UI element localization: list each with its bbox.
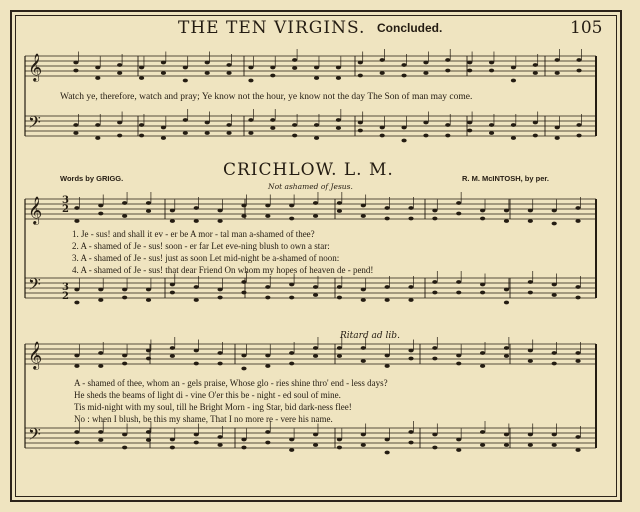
note-head [289, 362, 294, 366]
note-head [575, 448, 580, 452]
verse2-line-2: He sheds the beams of light di - vine O'er this be - night - ed soul of mine. [74, 390, 341, 400]
note-head [511, 123, 516, 127]
note-head [218, 435, 223, 439]
note-head [241, 280, 246, 284]
note-head [511, 66, 516, 70]
note-head [480, 291, 485, 295]
note-head [528, 349, 533, 353]
note-head [170, 283, 175, 287]
hymn-title-note: Concluded. [377, 21, 443, 35]
note-head [218, 288, 223, 292]
note-head [401, 126, 406, 130]
note-head [218, 351, 223, 355]
note-head [385, 206, 390, 210]
note-head [183, 131, 188, 135]
note-head [146, 357, 151, 361]
note-head [98, 430, 103, 434]
note-head [170, 209, 175, 213]
note-head [98, 204, 103, 208]
note-head [504, 346, 509, 350]
note-head [73, 69, 78, 73]
note-head [480, 351, 485, 355]
note-head [337, 285, 342, 289]
note-head [575, 296, 580, 300]
note-head [552, 209, 557, 213]
note-head [313, 346, 318, 350]
note-head [337, 296, 342, 300]
note-head [423, 61, 428, 65]
note-head [313, 201, 318, 205]
note-head [241, 214, 246, 218]
note-head [289, 351, 294, 355]
note-head [194, 433, 199, 437]
hymn-title: THE TEN VIRGINS. [178, 18, 366, 38]
note-head [432, 357, 437, 361]
treble-clef: 𝄞 [28, 196, 43, 224]
note-head [265, 441, 270, 445]
note-head [401, 63, 406, 67]
note-head [170, 446, 175, 450]
page-number: 105 [570, 18, 603, 38]
note-head [161, 126, 166, 130]
music-credit: R. M. McINTOSH, by per. [462, 174, 549, 183]
tempo-mark: Ritard ad lib. [340, 331, 400, 341]
note-head [218, 219, 223, 223]
bass-clef: 𝄢 [28, 424, 41, 448]
verse2-line-1: A - shamed of thee, whom an - gels praise, Whose glo - ries shine thro' end - less days? [74, 378, 388, 388]
note-head [205, 131, 210, 135]
note-head [511, 136, 516, 140]
note-head [456, 448, 461, 452]
note-head [408, 217, 413, 221]
note-head [248, 131, 253, 135]
note-head [445, 134, 450, 138]
note-head [408, 285, 413, 289]
note-head [552, 443, 557, 447]
note-head [98, 298, 103, 302]
note-head [432, 280, 437, 284]
note-head [456, 438, 461, 442]
note-head [170, 354, 175, 358]
note-head [139, 66, 144, 70]
note-head [117, 121, 122, 125]
note-head [480, 443, 485, 447]
note-head [98, 351, 103, 355]
note-head [146, 209, 151, 213]
note-head [504, 301, 509, 305]
note-head [218, 443, 223, 447]
note-head [95, 66, 100, 70]
note-head [292, 134, 297, 138]
note-head [380, 58, 385, 62]
note-head [265, 354, 270, 358]
note-head [555, 136, 560, 140]
note-head [385, 298, 390, 302]
note-head [361, 443, 366, 447]
note-head [385, 285, 390, 289]
note-head [74, 301, 79, 305]
note-head [456, 362, 461, 366]
note-head [205, 71, 210, 75]
note-head [528, 433, 533, 437]
note-head [552, 222, 557, 226]
hymn2-title: CRICHLOW. L. M. [223, 160, 394, 180]
note-head [74, 364, 79, 368]
note-head [555, 71, 560, 75]
note-head [265, 285, 270, 289]
note-head [98, 364, 103, 368]
note-head [161, 136, 166, 140]
note-head [122, 288, 127, 292]
note-head [248, 79, 253, 83]
note-head [489, 61, 494, 65]
note-head [313, 285, 318, 289]
note-head [576, 69, 581, 73]
note-head [95, 136, 100, 140]
note-head [576, 134, 581, 138]
bass-clef: 𝄢 [28, 112, 41, 136]
note-head [552, 283, 557, 287]
note-head [74, 206, 79, 210]
note-head [432, 433, 437, 437]
note-head [504, 209, 509, 213]
note-head [385, 364, 390, 368]
note-head [289, 438, 294, 442]
note-head [314, 136, 319, 140]
note-head [575, 359, 580, 363]
note-head [289, 204, 294, 208]
note-head [401, 74, 406, 78]
note-head [73, 61, 78, 65]
note-head [408, 357, 413, 361]
note-head [194, 362, 199, 366]
note-head [161, 61, 166, 65]
note-head [194, 298, 199, 302]
note-head [489, 123, 494, 127]
note-head [314, 123, 319, 127]
note-head [408, 206, 413, 210]
note-head [139, 123, 144, 127]
note-head [289, 448, 294, 452]
note-head [241, 291, 246, 295]
note-head [139, 76, 144, 80]
note-head [170, 219, 175, 223]
note-head [270, 118, 275, 122]
note-head [248, 118, 253, 122]
note-head [74, 219, 79, 223]
note-head [146, 201, 151, 205]
note-head [122, 433, 127, 437]
note-head [292, 123, 297, 127]
note-head [456, 291, 461, 295]
bass-clef: 𝄢 [28, 274, 41, 298]
note-head [241, 367, 246, 371]
note-head [218, 296, 223, 300]
note-head [528, 209, 533, 213]
note-head [241, 446, 246, 450]
note-head [401, 139, 406, 143]
note-head [432, 346, 437, 350]
note-head [456, 354, 461, 358]
note-head [314, 66, 319, 70]
verse-line-1: 1. Je - sus! and shall it ev - er be A mor - tal man a-shamed of thee? [72, 229, 315, 239]
note-head [480, 283, 485, 287]
note-head [528, 359, 533, 363]
note-head [313, 443, 318, 447]
note-head [361, 433, 366, 437]
note-head [467, 129, 472, 133]
note-head [122, 201, 127, 205]
note-head [504, 288, 509, 292]
note-head [161, 71, 166, 75]
note-head [241, 438, 246, 442]
note-head [183, 66, 188, 70]
note-head [504, 433, 509, 437]
note-head [218, 209, 223, 213]
note-head [528, 219, 533, 223]
note-head [183, 79, 188, 83]
note-head [408, 349, 413, 353]
words-credit: Words by GRIGG. [60, 174, 124, 183]
note-head [358, 61, 363, 65]
note-head [265, 296, 270, 300]
note-head [552, 433, 557, 437]
note-head [380, 126, 385, 130]
note-head [445, 69, 450, 73]
note-head [122, 446, 127, 450]
note-head [432, 217, 437, 221]
note-head [265, 214, 270, 218]
note-head [361, 288, 366, 292]
time-sig-bottom: 3 2 [62, 282, 69, 302]
note-head [194, 219, 199, 223]
note-head [432, 209, 437, 213]
note-head [361, 298, 366, 302]
note-head [122, 354, 127, 358]
note-head [552, 351, 557, 355]
note-head [270, 126, 275, 130]
note-head [575, 435, 580, 439]
note-head [575, 351, 580, 355]
note-head [380, 134, 385, 138]
note-head [432, 446, 437, 450]
note-head [504, 219, 509, 223]
note-head [528, 443, 533, 447]
note-head [194, 206, 199, 210]
note-head [380, 71, 385, 75]
note-head [337, 446, 342, 450]
note-head [117, 71, 122, 75]
note-head [504, 354, 509, 358]
note-head [467, 61, 472, 65]
note-head [361, 359, 366, 363]
note-head [575, 206, 580, 210]
note-head [74, 441, 79, 445]
note-head [74, 354, 79, 358]
note-head [408, 441, 413, 445]
note-head [205, 61, 210, 65]
note-head [337, 354, 342, 358]
note-head [337, 346, 342, 350]
note-head [194, 285, 199, 289]
note-head [337, 209, 342, 213]
note-head [552, 362, 557, 366]
verse2-line-3: Tis mid-night with my soul, till he Bright Morn - ing Star, bid dark-ness flee! [74, 402, 352, 412]
verse2-line-4: No : when I blush, be this my shame, That I no more re - vere his name. [74, 414, 333, 424]
note-head [336, 66, 341, 70]
treble-clef: 𝄞 [28, 341, 43, 369]
note-head [98, 438, 103, 442]
note-head [313, 293, 318, 297]
note-head [385, 354, 390, 358]
note-head [194, 441, 199, 445]
note-head [358, 121, 363, 125]
hymn2-subtitle: Not ashamed of Jesus. [268, 182, 353, 191]
note-head [385, 438, 390, 442]
note-head [313, 354, 318, 358]
note-head [146, 298, 151, 302]
note-head [205, 121, 210, 125]
note-head [480, 217, 485, 221]
note-head [432, 291, 437, 295]
time-sig-top: 3 2 [62, 195, 69, 215]
note-head [337, 201, 342, 205]
note-head [270, 74, 275, 78]
note-head [289, 296, 294, 300]
note-head [576, 58, 581, 62]
note-head [289, 217, 294, 221]
note-head [336, 76, 341, 80]
note-head [170, 291, 175, 295]
note-head [555, 126, 560, 130]
note-head [385, 217, 390, 221]
note-head [555, 58, 560, 62]
note-head [489, 69, 494, 73]
note-head [361, 214, 366, 218]
note-head [117, 63, 122, 67]
note-head [533, 63, 538, 67]
note-head [241, 204, 246, 208]
note-head [504, 443, 509, 447]
note-head [74, 288, 79, 292]
note-head [183, 118, 188, 122]
note-head [122, 296, 127, 300]
note-head [146, 438, 151, 442]
note-head [270, 66, 275, 70]
note-head [265, 430, 270, 434]
note-head [98, 212, 103, 216]
note-head [314, 76, 319, 80]
note-head [146, 288, 151, 292]
verse-line-3: 3. A - shamed of Je - sus! just as soon Let mid-night be a-shamed of noon: [72, 253, 340, 263]
note-head [358, 129, 363, 133]
note-head [575, 219, 580, 223]
note-head [289, 283, 294, 287]
note-head [226, 71, 231, 75]
note-head [456, 280, 461, 284]
note-head [248, 66, 253, 70]
note-head [408, 298, 413, 302]
note-head [456, 201, 461, 205]
note-head [445, 123, 450, 127]
note-head [528, 291, 533, 295]
note-head [456, 212, 461, 216]
verse-line-4: 4. A - shamed of Je - sus! that dear Friend On whom my hopes of heaven de - pend! [72, 265, 374, 275]
note-head [480, 364, 485, 368]
note-head [170, 346, 175, 350]
note-head [265, 364, 270, 368]
note-head [336, 118, 341, 122]
note-head [423, 121, 428, 125]
note-head [73, 123, 78, 127]
note-head [241, 354, 246, 358]
note-head [313, 433, 318, 437]
note-head [73, 131, 78, 135]
note-head [194, 349, 199, 353]
note-head [480, 209, 485, 213]
note-head [337, 438, 342, 442]
note-head [226, 131, 231, 135]
verse-line-2: 2. A - shamed of Je - sus! soon - er far Let eve-ning blush to own a star: [72, 241, 330, 251]
note-head [265, 204, 270, 208]
note-head [361, 346, 366, 350]
note-head [423, 134, 428, 138]
note-head [122, 214, 127, 218]
note-head [423, 71, 428, 75]
note-head [533, 121, 538, 125]
note-head [552, 293, 557, 297]
note-head [292, 66, 297, 70]
note-head [95, 76, 100, 80]
note-head [313, 214, 318, 218]
note-head [511, 79, 516, 83]
note-head [445, 58, 450, 62]
note-head [489, 131, 494, 135]
note-head [218, 362, 223, 366]
note-head [528, 280, 533, 284]
note-head [122, 362, 127, 366]
note-head [533, 71, 538, 75]
note-head [146, 430, 151, 434]
note-head [408, 430, 413, 434]
note-head [533, 134, 538, 138]
note-head [226, 123, 231, 127]
note-head [467, 121, 472, 125]
note-head [480, 430, 485, 434]
lyric-line: Watch ye, therefore, watch and pray; Ye know not the hour, ye know not the day The Son of man may come. [60, 92, 473, 102]
note-head [139, 134, 144, 138]
note-head [361, 204, 366, 208]
note-head [170, 438, 175, 442]
note-head [358, 74, 363, 78]
note-head [385, 451, 390, 455]
note-head [117, 134, 122, 138]
note-head [292, 58, 297, 62]
note-head [576, 123, 581, 127]
note-head [95, 123, 100, 127]
note-head [575, 285, 580, 289]
note-head [336, 126, 341, 130]
note-head [226, 63, 231, 67]
note-head [74, 430, 79, 434]
note-head [146, 349, 151, 353]
note-head [467, 69, 472, 73]
treble-clef: 𝄞 [28, 53, 43, 81]
note-head [98, 288, 103, 292]
